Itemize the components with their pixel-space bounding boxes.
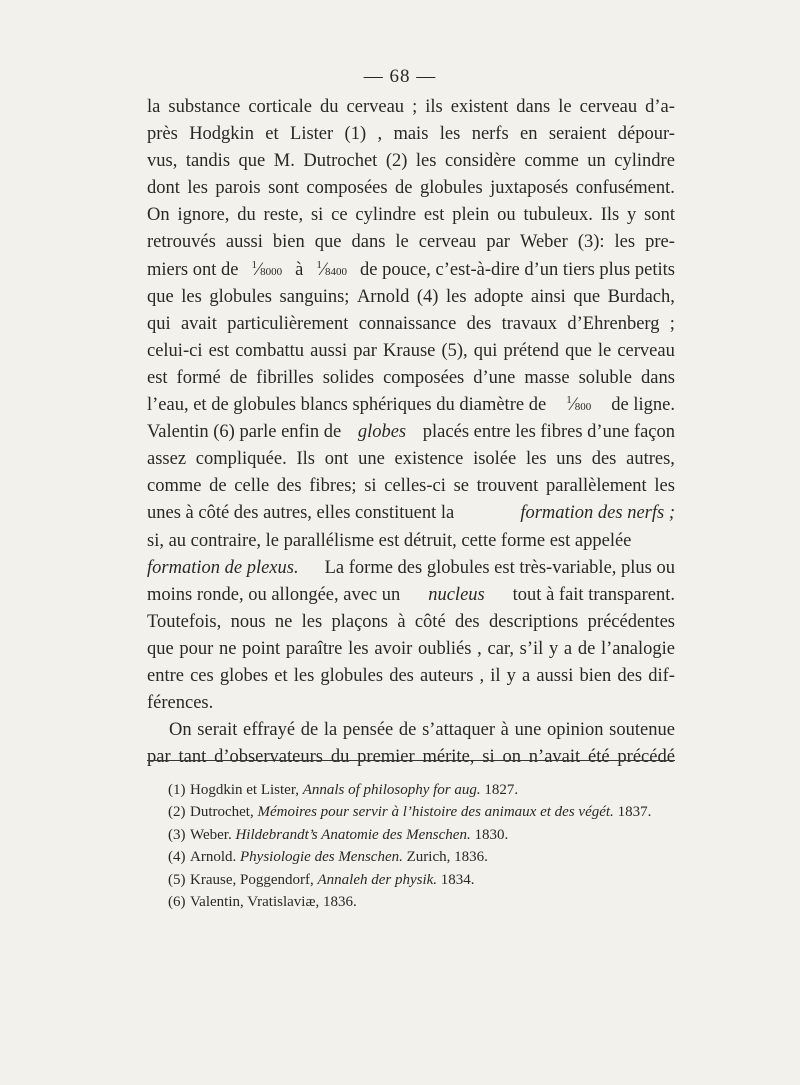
footnote-title: Physiologie des Menschen. — [240, 849, 403, 866]
footnote-number: (4) — [168, 849, 186, 866]
footnote: (6) Valentin, Vratislaviæ, 1836. — [168, 891, 668, 913]
text-line: On serait effrayé de la pensée de s’attaquer à une opinion soutenue — [169, 720, 675, 741]
footnote-number: (1) — [168, 782, 186, 798]
text-line: près Hodgkin et Lister (1) , mais les nerfs en seraient dépour- — [147, 124, 675, 145]
italic-term: formation des nerfs ; — [520, 503, 675, 524]
fraction: $^1$⁄8000 — [251, 258, 283, 280]
text-line: si, au contraire, le parallélisme est détruit, cette forme est appelée — [147, 530, 632, 551]
text-line: celui-ci est combattu aussi par Krause (5), qui prétend que le cerveau — [147, 340, 675, 361]
text-line: Toutefois, nous ne les plaçons à côté des descriptions précédentes — [147, 611, 675, 632]
page-number: — 68 — — [363, 66, 437, 87]
text-line: assez compliquée. Ils ont une existence isolée les uns des autres, — [147, 449, 675, 470]
italic-term: formation de plexus. — [147, 557, 299, 578]
footnote-title: Mémoires pour servir à l’histoire des animaux et des végét. — [257, 804, 614, 821]
footnote: (3) Weber. Hildebrandt’s Anatomie des Menschen. 1830. — [168, 824, 668, 846]
italic-term: nucleus — [428, 584, 485, 605]
footnote-number: (3) — [168, 826, 186, 843]
footnote-title: Hildebrandt’s Anatomie des Menschen. — [235, 826, 471, 843]
body-text — [147, 94, 675, 771]
fraction: $^1$⁄800 — [566, 393, 592, 416]
text-line: vus, tandis que M. Dutrochet (2) les considère comme un cylindre — [147, 151, 675, 172]
footnote: (2) Dutrochet, Mémoires pour servir à l’histoire des animaux et des végét. 1837. — [168, 801, 668, 823]
text-line: Valentin (6) parle enfin de globes placés entre les fibres d’une façon — [147, 419, 675, 446]
text-line: miers ont de $^1$⁄8000 à $^1$⁄8400 de pouce, c’est-à-dire d’un tiers plus petits — [147, 257, 675, 284]
footnote-number: (6) — [168, 893, 186, 910]
text-line: dont les parois sont composées de globules juxtaposés confusément. — [147, 178, 675, 199]
text-line: qui avait particulièrement connaissance des travaux d’Ehrenberg ; — [147, 313, 675, 334]
footnote: (1) Hogdkin et Lister, Annals of philosophy for aug. 1827. — [168, 779, 668, 801]
italic-term: globes — [357, 422, 407, 443]
text-line: est formé de fibrilles solides composées d’une masse soluble dans — [147, 367, 675, 388]
text-line: formation de plexus. La forme des globules est très-variable, plus ou — [147, 555, 675, 582]
text-line: comme de celle des fibres; si celles-ci se trouvent parallèlement les — [147, 476, 675, 497]
text-line: unes à côté des autres, elles constituent la formation des nerfs ; — [147, 500, 675, 527]
text-line: moins ronde, ou allongée, avec un nucleus tout à fait transparent. — [147, 582, 675, 609]
text-line: férences. — [147, 693, 214, 714]
footnote: (4) Arnold. Physiologie des Menschen. Zurich, 1836. — [168, 846, 668, 868]
footnote-title: Annaleh der physik. — [317, 871, 438, 888]
text-line: que les globules sanguins; Arnold (4) les adopte ainsi que Burdach, — [147, 286, 675, 307]
fraction: $^1$⁄8400 — [316, 258, 347, 280]
footnote: (5) Krause, Poggendorf, Annaleh der physik. 1834. — [168, 869, 668, 891]
footnote-rule — [147, 760, 675, 761]
text-line: On ignore, du reste, si ce cylindre est plein ou tubuleux. Ils y sont — [147, 205, 675, 226]
footnote-number: (5) — [168, 871, 186, 888]
text-line: la substance corticale du cerveau ; ils existent dans le cerveau d’a- — [147, 97, 675, 117]
text-line: entre ces globes et les globules des auteurs , il y a aussi bien des dif- — [147, 665, 675, 686]
footnotes — [168, 779, 668, 913]
text-line: l’eau, et de globules blancs sphériques du diamètre de $^1$⁄800 de ligne. — [147, 392, 675, 419]
text-line: par tant d’observateurs du premier mérite, si on n’avait été précédé — [147, 747, 675, 768]
text-line: retrouvés aussi bien que dans le cerveau par Weber (3): les pre- — [147, 232, 675, 253]
footnote-title: Annals of philosophy for aug. — [302, 782, 481, 798]
footnote-number: (2) — [168, 804, 186, 821]
text-line: que pour ne point paraître les avoir oubliés , car, s’il y a de l’analogie — [147, 638, 675, 659]
